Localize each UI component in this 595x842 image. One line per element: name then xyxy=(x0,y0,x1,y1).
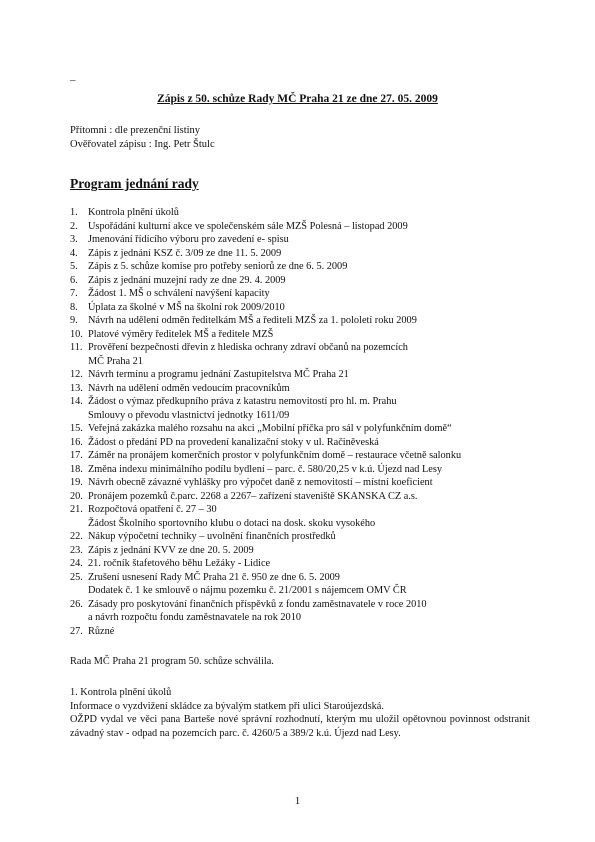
agenda-item xyxy=(70,476,540,490)
agenda-item-number: 26. xyxy=(70,598,83,610)
section-1-heading: 1. Kontrola plnění úkolů xyxy=(70,687,172,698)
agenda-item-number: 16. xyxy=(70,436,83,448)
agenda-item xyxy=(70,206,540,220)
agenda-item xyxy=(70,463,540,477)
document-title: Zápis z 50. schůze Rady MČ Praha 21 ze dne 27. 05. 2009 xyxy=(157,93,438,105)
agenda-item-text: Rozpočtová opatření č. 27 – 30 xyxy=(88,504,217,515)
agenda-item-number: 10. xyxy=(70,328,83,340)
agenda-item xyxy=(70,557,540,571)
agenda-item xyxy=(70,220,540,234)
agenda-item xyxy=(70,260,540,274)
agenda-item-number: 11. xyxy=(70,342,83,353)
agenda-item-text: 21. ročník štafetového běhu Ležáky - Lidice xyxy=(88,558,271,569)
agenda-item-subline: Žádost Školního sportovního klubu o dotaci na dosk. skoku vysokého xyxy=(88,517,376,529)
agenda-item-text: Různé xyxy=(88,625,115,637)
agenda-item-text: Žádost o předání PD na provedení kanalizační stoky v ul. Račiněveská xyxy=(88,436,379,448)
agenda-item-number: 18. xyxy=(70,463,83,475)
agenda-item xyxy=(70,530,540,544)
section-1-paragraph: OŽPD vydal ve věci pana Barteše nové správní rozhodnutí, kterým mu uložil opětovnou povinnost odstranit závadný stav - odpad na pozemcích parc. č. 4260/5 a 389/2 k.ú. Újezd nad Lesy. xyxy=(70,714,530,739)
agenda-item xyxy=(70,571,540,598)
agenda-item-subline: a návrh rozpočtu fondu zaměstnavatele na rok 2010 xyxy=(88,612,302,623)
agenda-item-number: 21. xyxy=(70,504,83,515)
agenda-item-text: Návrh na udělení odměn vedoucím pracovníkům xyxy=(88,382,290,394)
agenda-item-number: 27. xyxy=(70,625,83,637)
agenda-item-text: Změna indexu minimálního podílu bydlení – parc. č. 580/20,25 v k.ú. Újezd nad Lesy xyxy=(88,463,443,475)
agenda-item-number: 9. xyxy=(70,315,78,326)
agenda-item-text: Návrh na udělení odměn ředitelkám MŠ a řediteli MZŠ za 1. pololetí roku 2009 xyxy=(88,315,417,326)
agenda-item xyxy=(70,368,540,382)
attendance-block xyxy=(70,124,215,151)
agenda-item-number: 13. xyxy=(70,382,83,394)
section-1 xyxy=(70,686,530,740)
agenda-item-text: Prověření bezpečnosti dřevin z hlediska ochrany zdraví občanů na pozemcích xyxy=(88,342,408,353)
agenda-item-text: Veřejná zakázka malého rozsahu na akci „Mobilní příčka pro sál v polyfunkčním domě“ xyxy=(88,423,452,434)
agenda-item-number: 2. xyxy=(70,220,78,232)
agenda-item-number: 5. xyxy=(70,261,78,272)
agenda-item-text: Žádost o výmaz předkupního práva z katastru nemovitostí pro hl. m. Prahu xyxy=(88,396,397,407)
agenda-item-text: Platové výměry ředitelek MŠ a ředitele MZŠ xyxy=(88,328,274,340)
agenda-item-text: Zrušení usnesení Rady MČ Praha 21 č. 950 ze dne 6. 5. 2009 xyxy=(88,571,340,583)
agenda-item-text: Návrh termínu a programu jednání Zastupitelstva MČ Praha 21 xyxy=(88,369,349,380)
agenda-item-number: 24. xyxy=(70,558,83,569)
agenda-item xyxy=(70,625,540,639)
agenda-item-text: Kontrola plnění úkolů xyxy=(88,207,179,218)
agenda-item-subline: MČ Praha 21 xyxy=(88,355,143,367)
verifier-line: Ověřovatel zápisu : Ing. Petr Štulc xyxy=(70,138,215,150)
agenda-item xyxy=(70,301,540,315)
agenda-item-text: Zápis z jednání KVV ze dne 20. 5. 2009 xyxy=(88,544,254,556)
agenda-item xyxy=(70,328,540,342)
agenda-item-number: 23. xyxy=(70,544,83,556)
agenda-item-subline: Dodatek č. 1 ke smlouvě o nájmu pozemku č. 21/2001 s nájemcem OMV ČR xyxy=(88,585,407,596)
agenda-item xyxy=(70,382,540,396)
agenda-item xyxy=(70,436,540,450)
agenda-item-number: 17. xyxy=(70,450,83,461)
program-heading: Program jednání rady xyxy=(70,176,199,191)
agenda-item-number: 7. xyxy=(70,288,78,299)
agenda-item xyxy=(70,490,540,504)
agenda-item-number: 15. xyxy=(70,423,83,434)
agenda-item xyxy=(70,503,540,530)
agenda-item xyxy=(70,314,540,328)
agenda-item-subline: Smlouvy o převodu vlastnictví jednotky 1611/09 xyxy=(88,409,290,421)
agenda-item xyxy=(70,449,540,463)
agenda-item-text: Nákup výpočetní techniky – uvolnění finančních prostředků xyxy=(88,531,336,542)
agenda-item-text: Úplata za školné v MŠ na školní rok 2009/2010 xyxy=(88,301,285,313)
agenda-item-number: 19. xyxy=(70,477,83,488)
agenda-item xyxy=(70,341,540,368)
agenda-item-text: Zápis z jednání muzejní rady ze dne 29. 4. 2009 xyxy=(88,274,286,286)
agenda-item-text: Zásady pro poskytování finančních příspěvků z fondu zaměstnavatele v roce 2010 xyxy=(88,598,427,610)
agenda-item xyxy=(70,274,540,288)
agenda-item-number: 1. xyxy=(70,207,78,218)
section-1-info-line: Informace o vyzdvižení skládce za bývalým statkem při ulici Staroújezdská. xyxy=(70,700,384,712)
agenda-item-text: Záměr na pronájem komerčních prostor v polyfunkčním domě – restaurace včetně salonku xyxy=(88,450,462,461)
agenda-item xyxy=(70,422,540,436)
leading-dash: – xyxy=(70,74,76,86)
program-approved-text: Rada MČ Praha 21 program 50. schůze schválila. xyxy=(70,656,274,667)
present-line: Přítomni : dle prezenční listiny xyxy=(70,125,201,136)
agenda-item xyxy=(70,395,540,422)
agenda-item xyxy=(70,247,540,261)
page-number: 1 xyxy=(294,795,301,807)
agenda-item-text: Uspořádání kulturní akce ve společenském sále MZŠ Polesná – listopad 2009 xyxy=(88,220,408,232)
agenda-item-number: 3. xyxy=(70,234,78,245)
agenda-item-text: Zápis z 5. schůze komise pro potřeby seniorů ze dne 6. 5. 2009 xyxy=(88,261,348,272)
agenda-item xyxy=(70,287,540,301)
agenda-item-number: 6. xyxy=(70,274,78,286)
agenda-item-number: 14. xyxy=(70,396,83,407)
agenda-item-text: Pronájem pozemků č.parc. 2268 a 2267– zařízení staveniště SKANSKA CZ a.s. xyxy=(88,490,418,502)
agenda-item-number: 20. xyxy=(70,490,83,502)
agenda-item-number: 12. xyxy=(70,369,83,380)
agenda-item-number: 4. xyxy=(70,247,78,259)
agenda-item-text: Žádost 1. MŠ o schválení navýšení kapacity xyxy=(88,288,270,299)
agenda-item xyxy=(70,544,540,558)
agenda-list xyxy=(70,206,540,638)
agenda-item xyxy=(70,233,540,247)
agenda-item xyxy=(70,598,540,625)
agenda-item-number: 8. xyxy=(70,301,78,313)
agenda-item-number: 25. xyxy=(70,571,83,583)
agenda-item-text: Zápis z jednání KSZ č. 3/09 ze dne 11. 5. 2009 xyxy=(88,247,282,259)
agenda-item-text: Jmenování řídícího výboru pro zavedení e- spisu xyxy=(88,234,289,245)
agenda-item-text: Návrh obecně závazné vyhlášky pro výpočet daně z nemovitostí – místní koeficient xyxy=(88,477,433,488)
agenda-item-number: 22. xyxy=(70,531,83,542)
